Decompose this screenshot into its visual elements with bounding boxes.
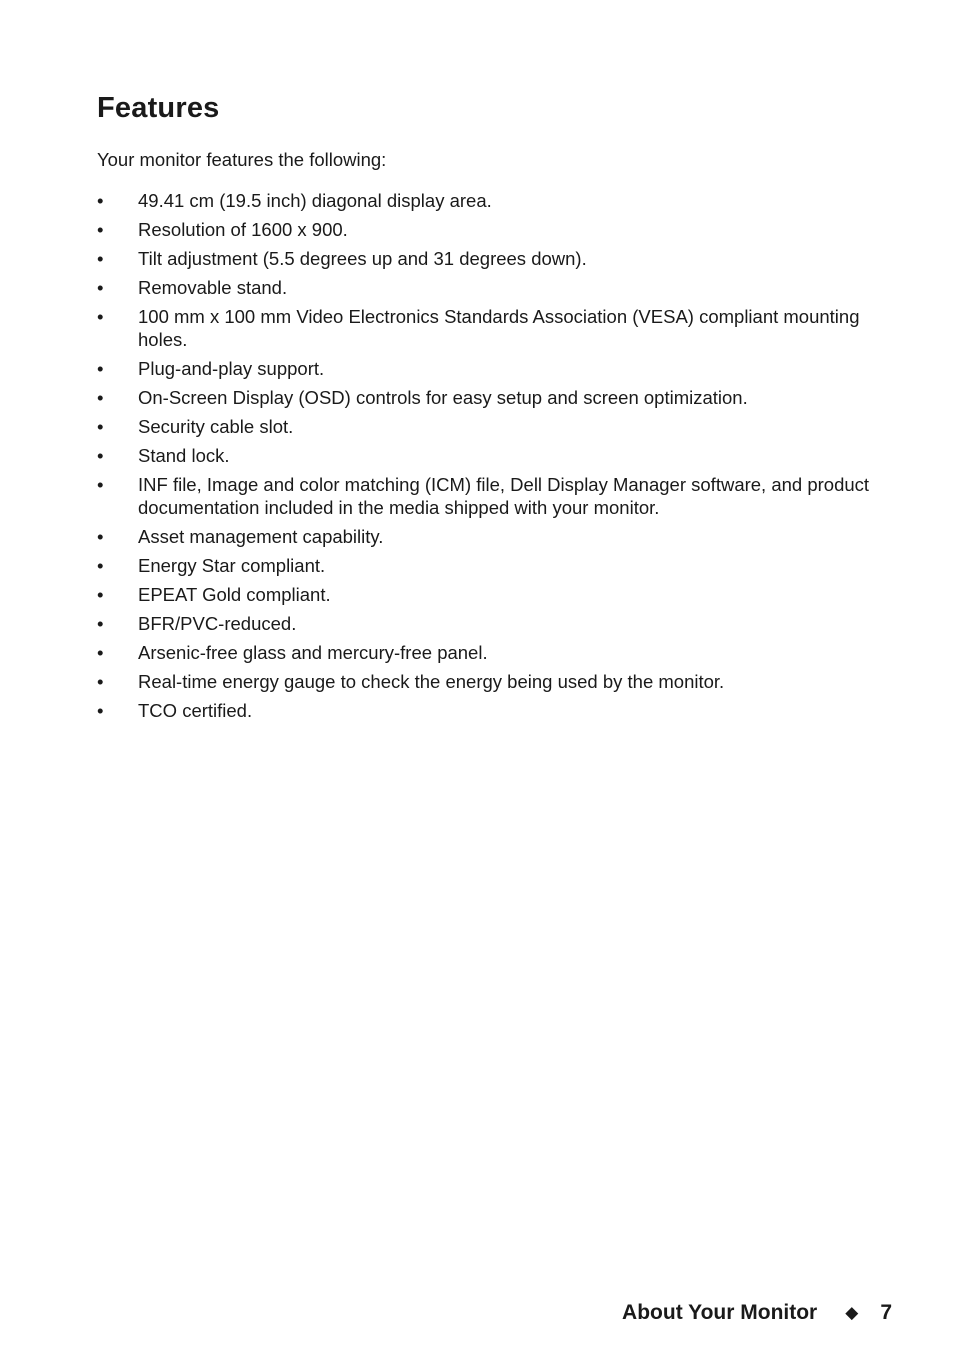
bullet-icon: • — [97, 613, 104, 634]
bullet-icon: • — [97, 219, 104, 240]
feature-text: 100 mm x 100 mm Video Electronics Standards Association (VESA) compliant mounting holes. — [138, 306, 860, 350]
feature-text: Plug-and-play support. — [138, 358, 325, 379]
bullet-icon: • — [97, 584, 104, 605]
list-item — [97, 305, 897, 351]
feature-text: TCO certified. — [138, 700, 253, 721]
bullet-icon: • — [97, 387, 104, 408]
page-footer — [622, 1300, 892, 1326]
bullet-icon: • — [97, 700, 104, 721]
list-item — [97, 641, 897, 664]
feature-text: Security cable slot. — [138, 416, 294, 437]
bullet-icon: • — [97, 248, 104, 269]
list-item — [97, 415, 897, 438]
footer-section-title: About Your Monitor — [622, 1301, 818, 1324]
bullet-icon: • — [97, 671, 104, 692]
list-item — [97, 554, 897, 577]
list-item — [97, 357, 897, 380]
diamond-icon: ◆ — [845, 1303, 859, 1322]
bullet-icon: • — [97, 277, 104, 298]
list-item — [97, 247, 897, 270]
bullet-icon: • — [97, 416, 104, 437]
list-item — [97, 276, 897, 299]
feature-text: INF file, Image and color matching (ICM) file, Dell Display Manager software, and product documentation included in the media shipped with your monitor. — [138, 474, 870, 518]
list-item — [97, 612, 897, 635]
page-title: Features — [97, 92, 220, 124]
feature-text: Resolution of 1600 x 900. — [138, 219, 348, 240]
list-item — [97, 444, 897, 467]
feature-text: Real-time energy gauge to check the energy being used by the monitor. — [138, 671, 725, 692]
list-item — [97, 473, 897, 519]
feature-text: 49.41 cm (19.5 inch) diagonal display area. — [138, 190, 492, 211]
feature-text: EPEAT Gold compliant. — [138, 584, 331, 605]
intro-text: Your monitor features the following: — [97, 149, 387, 170]
feature-list — [97, 189, 897, 728]
list-item — [97, 218, 897, 241]
bullet-icon: • — [97, 642, 104, 663]
bullet-icon: • — [97, 555, 104, 576]
feature-text: Arsenic-free glass and mercury-free panel. — [138, 642, 488, 663]
bullet-icon: • — [97, 445, 104, 466]
bullet-icon: • — [97, 306, 104, 327]
feature-text: BFR/PVC-reduced. — [138, 613, 297, 634]
feature-text: On-Screen Display (OSD) controls for easy setup and screen optimization. — [138, 387, 748, 408]
feature-text: Stand lock. — [138, 445, 230, 466]
list-item — [97, 670, 897, 693]
bullet-icon: • — [97, 358, 104, 379]
bullet-icon: • — [97, 526, 104, 547]
page-number: 7 — [880, 1301, 892, 1324]
list-item — [97, 386, 897, 409]
feature-text: Removable stand. — [138, 277, 288, 298]
list-item — [97, 583, 897, 606]
list-item — [97, 699, 897, 722]
list-item — [97, 189, 897, 212]
bullet-icon: • — [97, 190, 104, 211]
feature-text: Energy Star compliant. — [138, 555, 326, 576]
feature-text: Tilt adjustment (5.5 degrees up and 31 degrees down). — [138, 248, 587, 269]
list-item — [97, 525, 897, 548]
feature-text: Asset management capability. — [138, 526, 384, 547]
bullet-icon: • — [97, 474, 104, 495]
